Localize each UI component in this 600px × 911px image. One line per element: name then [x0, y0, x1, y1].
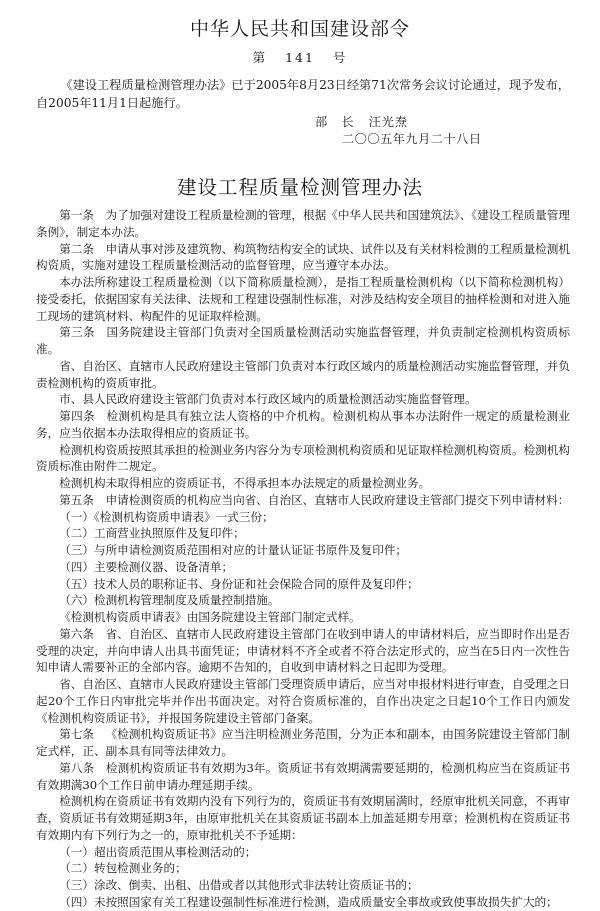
- order-number-prefix: 第: [252, 50, 268, 65]
- document-body: [36, 207, 570, 911]
- article-number: 第七条: [59, 727, 95, 742]
- signer: [315, 113, 408, 130]
- paragraph-text: 省、自治区、直辖市人民政府建设主管部门在收到申请人的申请材料后，应当即时作出是否受理的决定，并向申请人出具书面凭证；申请材料不齐全或者不符合法定形式的，应当在5日内一次性告知申请人需要补正的全部内容。逾期不告知的，自收到申请材料之日起即为受理。: [36, 626, 570, 675]
- article-number: 第三条: [59, 325, 95, 340]
- paragraph: [36, 241, 570, 275]
- order-number-value: 141: [285, 50, 315, 65]
- list-item: （三）与所申请检测资质范围相对应的计量认证证书原件及复印件；: [59, 543, 408, 557]
- paragraph-text: 检测机构是具有独立法人资格的中介机构。检测机构从事本办法附件一规定的质量检测业务，应当依据本办法取得相应的资质证书。: [36, 409, 570, 440]
- paragraph: 《检测机构资质申请表》由国务院建设主管部门制定式样。: [59, 610, 361, 624]
- order-number: [0, 48, 600, 66]
- article-number: 第八条: [59, 760, 95, 775]
- paragraph-text: 为了加强对建设工程质量检测的管理，根据《中华人民共和国建筑法》、《建设工程质量管理条例》，制定本办法。: [36, 208, 570, 239]
- paragraph-text: 检测机构资质证书有效期为3年。资质证书有效期满需要延期的，检测机构应当在资质证书有效期满30个工作日前申请办理延期手续。: [36, 760, 570, 792]
- list-item: （六）检测机构管理制度及质量控制措施。: [59, 593, 280, 608]
- list-item: （三）涂改、倒卖、出租、出借或者以其他形式非法转让资质证书的；: [59, 878, 419, 892]
- list-item: （一）超出资质范围从事检测活动的；: [59, 844, 257, 859]
- promulgation-text: 《建设工程质量检测管理办法》已于2005年8月23日经第71次常务会议讨论通过，现予发布，自2005年11月1日起施行。: [36, 78, 570, 110]
- signing-date: 二〇〇五年九月二十八日: [342, 132, 482, 146]
- article-number: 第五条: [59, 492, 94, 507]
- list-item: （二）工商营业执照原件及复印件；: [59, 526, 245, 541]
- article-number: 第四条: [59, 409, 95, 423]
- paragraph-text: 申请检测资质的机构应当向省、自治区、直辖市人民政府建设主管部门提交下列申请材料：: [105, 492, 570, 507]
- article-number: 第二条: [59, 241, 95, 256]
- paragraph: 检测机构未取得相应的资质证书，不得承担本办法规定的质量检测业务。: [59, 476, 431, 490]
- paragraph: [36, 207, 570, 241]
- paragraph: [36, 408, 570, 442]
- paragraph: [36, 492, 570, 509]
- list-item: （一）《检测机构资质申请表》一式三份；: [59, 509, 274, 524]
- paragraph: 检测机构资质按照其承担的检测业务内容分为专项检测机构资质和见证取样检测机构资质。检测机构资质标准由附件二规定。: [36, 442, 570, 474]
- order-number-suffix: 号: [332, 50, 348, 65]
- paragraph: [36, 324, 570, 358]
- paragraph: 省、自治区、直辖市人民政府建设主管部门受理资质申请后，应当对申报材料进行审查，自受理之日起20个工作日内审批完毕并作出书面决定。对符合资质标准的，自作出决定之日起10个工作日内颁发《检测机构资质证书》，并报国务院建设主管部门备案。: [36, 677, 570, 725]
- signer-name: 汪光焘: [368, 115, 409, 129]
- paragraph: 本办法所称建设工程质量检测（以下简称质量检测），是指工程质量检测机构（以下简称检测机构）接受委托，依据国家有关法律、法规和工程建设强制性标准，对涉及结构安全项目的抽样检测和对进入施工现场的建筑材料、构配件的见证取样检测。: [36, 275, 570, 323]
- paragraph: [36, 626, 570, 676]
- paragraph-text: 申请从事对涉及建筑物、构筑物结构安全的试块、试件以及有关材料检测的工程质量检测机构资质，实施对建设工程质量检测活动的监督管理，应当遵守本办法。: [36, 241, 570, 273]
- signer-title: 部 长: [315, 115, 355, 129]
- paragraph-text: 国务院建设主管部门负责对全国质量检测活动实施监督管理，并负责制定检测机构资质标准。: [36, 325, 570, 356]
- list-item: （五）技术人员的职称证书、身份证和社会保险合同的原件及复印件；: [59, 576, 419, 591]
- paragraph: [36, 726, 570, 760]
- paragraph: [36, 760, 570, 794]
- list-item: （四）主要检测仪器、设备清单；: [59, 559, 234, 574]
- paragraph: 省、自治区、直辖市人民政府建设主管部门负责对本行政区域内的质量检测活动实施监督管理，并负责检测机构的资质审批。: [36, 358, 570, 390]
- paragraph: 市、县人民政府建设主管部门负责对本行政区域内的质量检测活动实施监督管理。: [59, 392, 477, 407]
- article-number: 第一条: [59, 208, 95, 222]
- list-item: （二）转包检测业务的；: [59, 861, 187, 876]
- order-title: 中华人民共和国建设部令: [189, 18, 410, 40]
- document-title: 建设工程质量检测管理办法: [176, 176, 423, 199]
- article-number: 第六条: [59, 626, 95, 641]
- list-item: （四）未按照国家有关工程建设强制性标准进行检测，造成质量安全事故或致使事故损失扩大的；: [59, 894, 558, 909]
- paragraph-text: 《检测机构资质证书》应当注明检测业务范围，分为正本和副本，由国务院建设主管部门制定式样，正、副本具有同等法律效力。: [36, 727, 570, 758]
- paragraph: 检测机构在资质证书有效期内没有下列行为的，资质证书有效期届满时，经原审批机关同意，不再审查，资质证书有效期延期3年，由原审批机关在其资质证书副本上加盖延期专用章；检测机构在资质证书有效期内有下列行为之一的，原审批机关不予延期：: [36, 794, 570, 842]
